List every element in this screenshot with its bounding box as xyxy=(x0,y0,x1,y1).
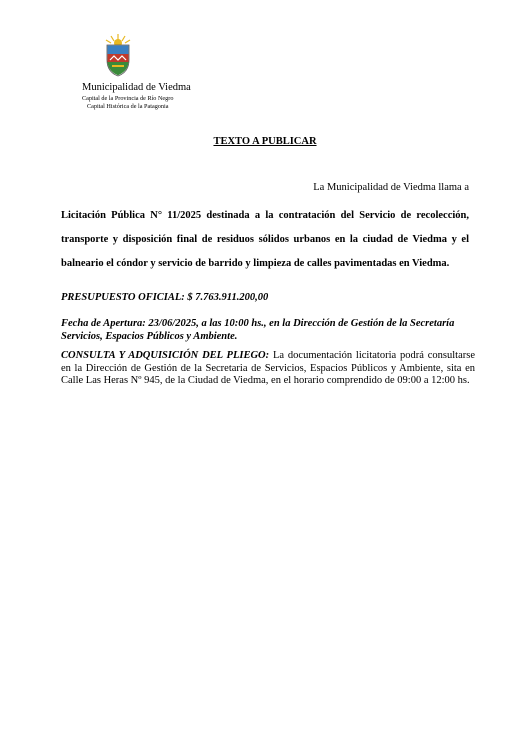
intro-text: La Municipalidad de Viedma llama a xyxy=(313,182,469,193)
consulta-paragraph xyxy=(61,350,475,388)
licitacion-line-3: balneario el cóndor y servicio de barrido y limpieza de calles pavimentadas en Viedma. xyxy=(61,258,450,269)
org-subtitle-2: Capital Histórica de la Patagonia xyxy=(87,103,169,110)
consulta-text: La documentación licitatoria podrá consultarse en la Dirección de Gestión de la Secretaria de Servicios, Espacios Públicos y Ambiente, sita en Calle Las Heras Nº 945, de la Ciudad de Viedma, en el horario comprendido de 09:00 a 12:00 hs. xyxy=(61,350,475,386)
org-name: Municipalidad de Viedma xyxy=(82,82,191,93)
licitacion-line-1: Licitación Pública N° 11/2025 destinada a la contratación del Servicio de recolección, xyxy=(61,210,469,221)
licitacion-line-2: transporte y disposición final de residuos sólidos urbanos en la ciudad de Viedma y el xyxy=(61,234,469,245)
consulta-label: CONSULTA Y ADQUISICIÓN DEL PLIEGO: xyxy=(61,350,270,361)
document-title: TEXTO A PUBLICAR xyxy=(213,136,317,147)
budget-line: PRESUPUESTO OFICIAL: $ 7.763.911.200,00 xyxy=(61,292,269,303)
org-subtitle-1: Capital de la Provincia de Río Negro xyxy=(82,95,174,102)
municipal-crest-logo xyxy=(103,32,133,78)
licitacion-paragraph xyxy=(61,204,469,276)
opening-date-paragraph: Fecha de Apertura: 23/06/2025, a las 10:00 hs., en la Dirección de Gestión de la Secretaría Servicios, Espacios Públicos y Ambiente. xyxy=(61,318,455,342)
